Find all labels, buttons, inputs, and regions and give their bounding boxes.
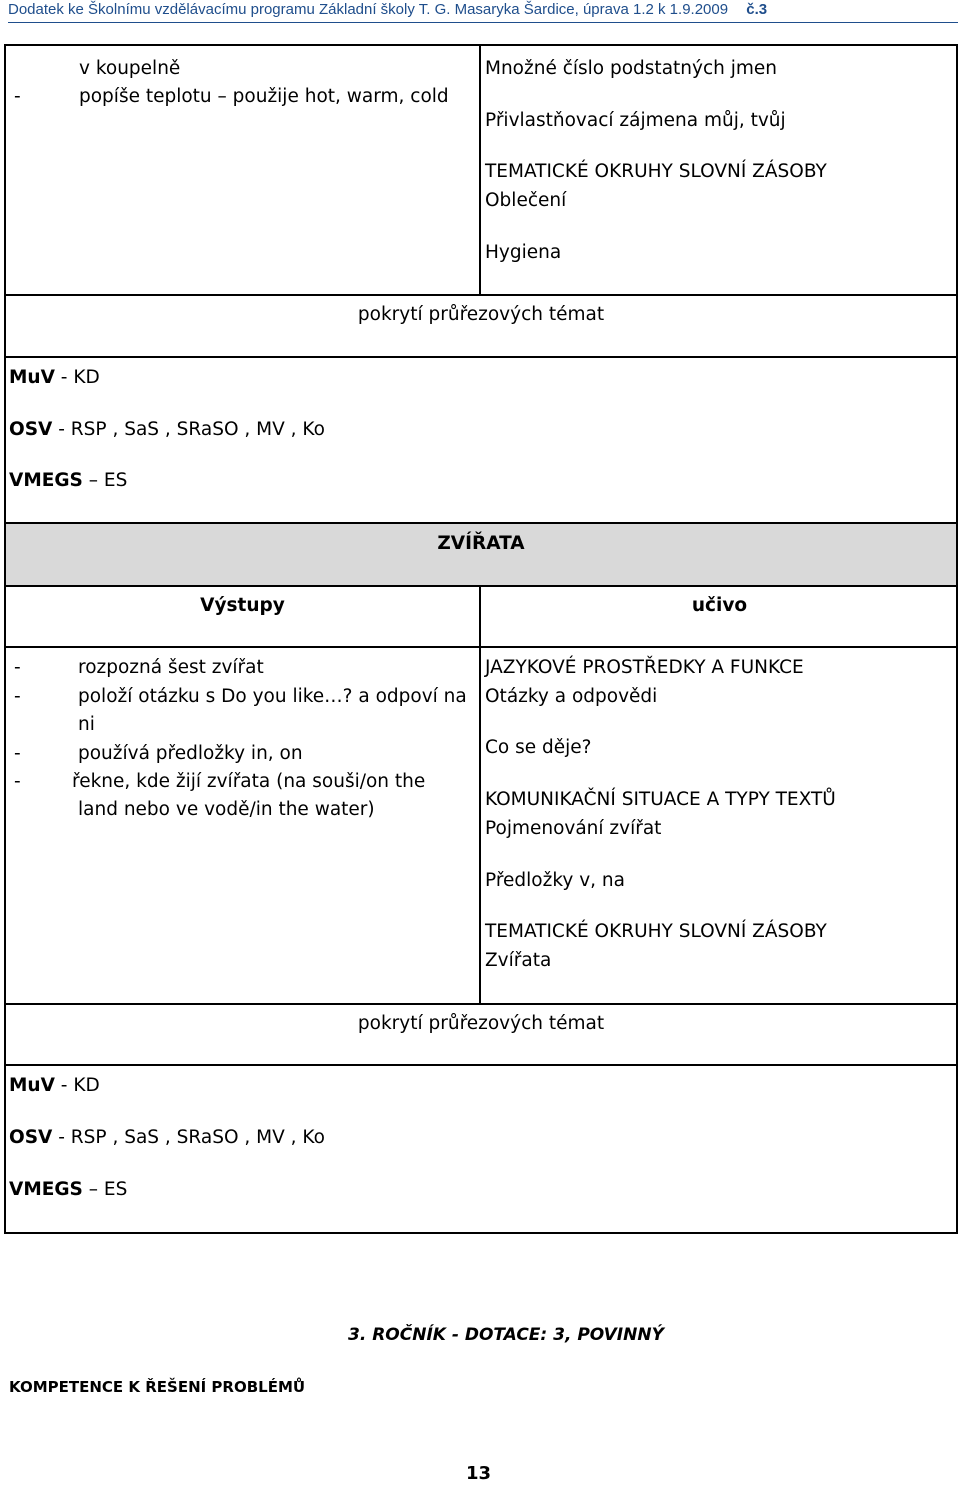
animals-coverage-title: pokrytí průřezových témat — [357, 1013, 605, 1034]
output-item-4-cont: land nebo ve vodě/in the water) — [78, 799, 375, 820]
content-line-4: KOMUNIKAČNÍ SITUACE A TYPY TEXTŮ — [485, 789, 836, 810]
top-table — [4, 44, 958, 534]
animals-title-divider — [4, 585, 958, 587]
output-dash-3: - — [14, 743, 21, 764]
animals-title: ZVÍŘATA — [437, 533, 525, 554]
output-dash-2: - — [14, 686, 21, 707]
animals-coverage-muv: MuV - KD — [9, 1075, 100, 1096]
content-line-8: Zvířata — [485, 950, 552, 971]
document-header — [8, 0, 958, 23]
column-header-outputs: Výstupy — [200, 595, 285, 616]
animals-content-divider — [4, 1003, 958, 1005]
top-coverage-title: pokrytí průřezových témat — [357, 304, 605, 325]
output-item-2: položí otázku s Do you like…? a odpoví na — [78, 686, 467, 707]
grade-heading: 3. ROČNÍK - DOTACE: 3, POVINNÝ — [348, 1325, 664, 1345]
top-left-bullet-dash: - — [14, 86, 21, 107]
animals-column-divider — [479, 585, 481, 1005]
top-right-line-3: TEMATICKÉ OKRUHY SLOVNÍ ZÁSOBY — [485, 161, 827, 182]
content-line-1: JAZYKOVÉ PROSTŘEDKY A FUNKCE — [485, 657, 804, 678]
animals-coverage-osv: OSV - RSP , SaS , SRaSO , MV , Ko — [9, 1127, 325, 1148]
header-number: č.3 — [746, 1, 768, 18]
output-item-4: řekne, kde žijí zvířata (na souši/on the — [72, 771, 426, 792]
animals-coverage-divider — [4, 1064, 958, 1066]
top-left-line: v koupelně — [79, 58, 181, 79]
content-line-3: Co se děje? — [485, 737, 592, 758]
top-coverage-vmegs: VMEGS – ES — [9, 470, 128, 491]
top-right-line-1: Množné číslo podstatných jmen — [485, 58, 777, 79]
content-line-6: Předložky v, na — [485, 870, 625, 891]
top-table-row-divider — [4, 294, 958, 296]
content-line-2: Otázky a odpovědi — [485, 686, 658, 707]
output-dash-4: - — [14, 771, 21, 792]
header-text: Dodatek ke Školnímu vzdělávacímu programu Základní školy T. G. Masaryka Šardice, úprava 1.2 k 1.9.2009 — [8, 1, 729, 18]
page-number: 13 — [466, 1463, 492, 1484]
animals-header-divider — [4, 646, 958, 648]
top-right-line-4: Oblečení — [485, 190, 567, 211]
output-item-2-cont: ni — [78, 714, 95, 735]
top-right-line-5: Hygiena — [485, 242, 562, 263]
output-item-3: používá předložky in, on — [78, 743, 303, 764]
top-right-line-2: Přivlastňovací zájmena můj, tvůj — [485, 110, 786, 131]
column-header-content: učivo — [691, 595, 748, 616]
content-line-5: Pojmenování zvířat — [485, 818, 662, 839]
output-dash-1: - — [14, 657, 21, 678]
animals-coverage-vmegs: VMEGS – ES — [9, 1179, 128, 1200]
output-item-1: rozpozná šest zvířat — [78, 657, 264, 678]
competence-heading: KOMPETENCE K ŘEŠENÍ PROBLÉMŮ — [9, 1378, 306, 1396]
top-left-bullet: popíše teplotu – použije hot, warm, cold — [79, 86, 449, 107]
top-coverage-muv: MuV - KD — [9, 367, 100, 388]
top-coverage-osv: OSV - RSP , SaS , SRaSO , MV , Ko — [9, 419, 325, 440]
content-line-7: TEMATICKÉ OKRUHY SLOVNÍ ZÁSOBY — [485, 921, 827, 942]
top-coverage-divider — [4, 356, 958, 358]
top-table-column-divider — [479, 44, 481, 296]
